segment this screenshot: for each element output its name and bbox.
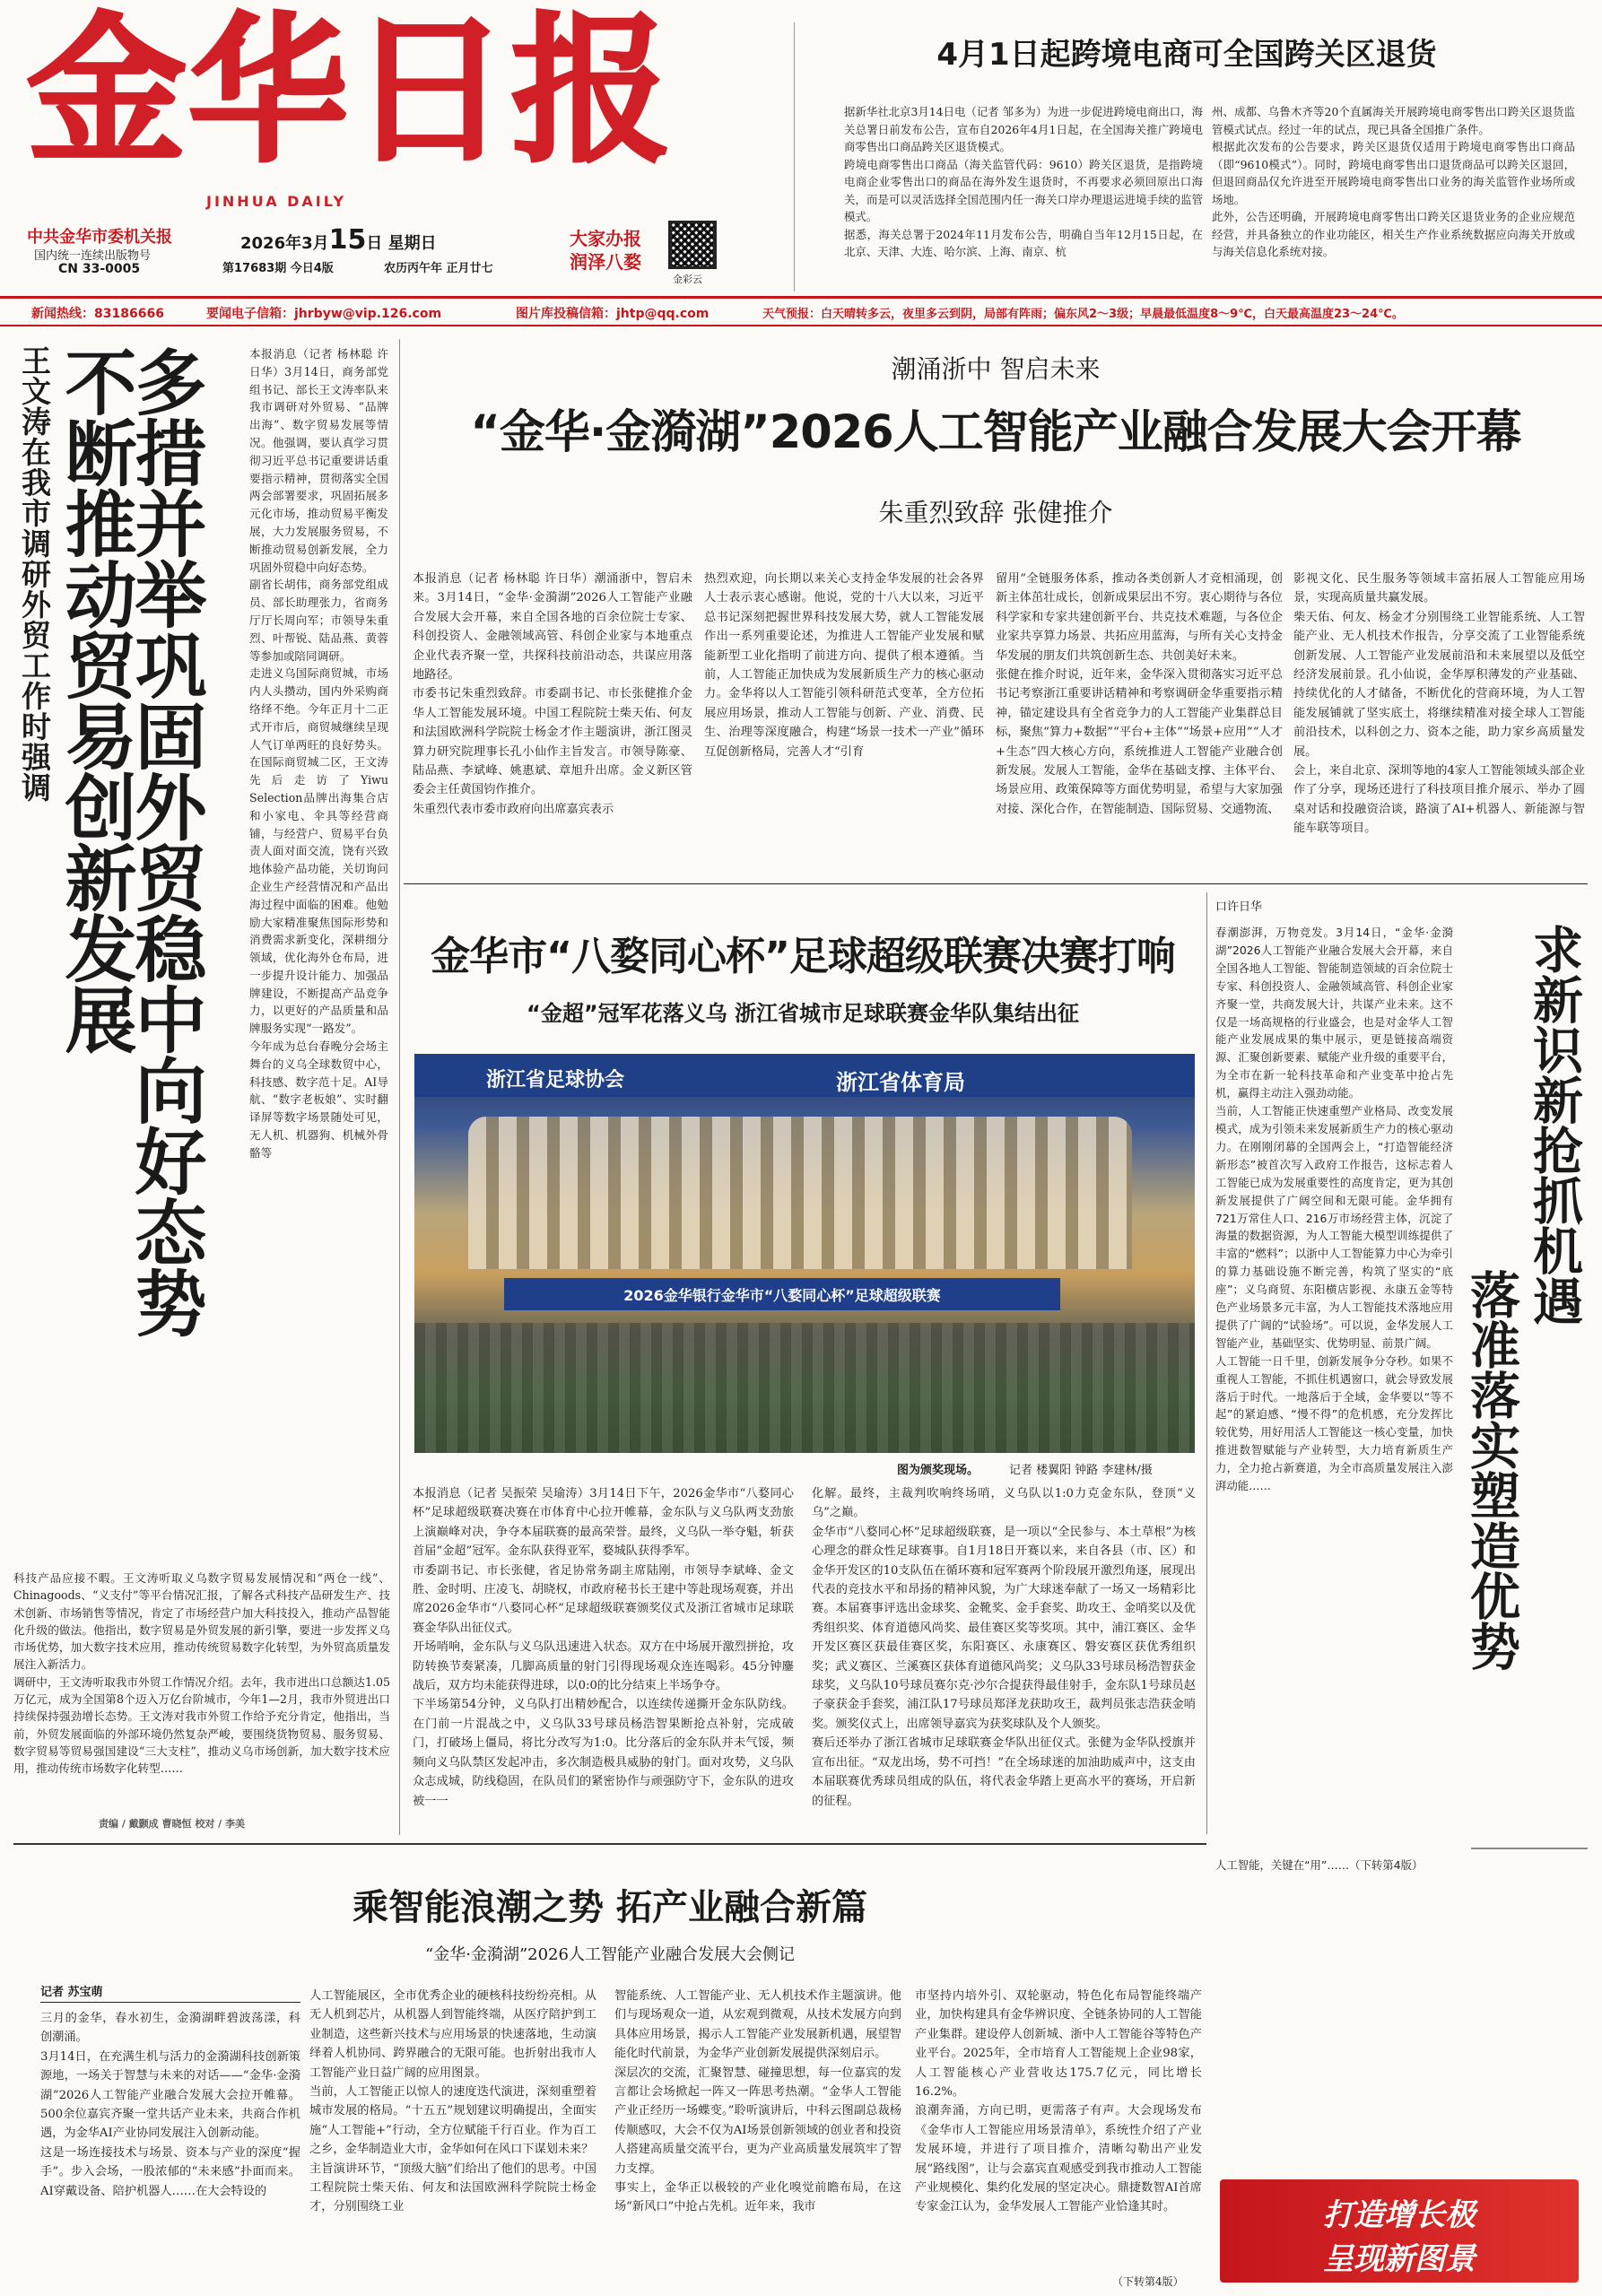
- ai-story-subtitle: 朱重烈致辞 张健推介: [878, 498, 1113, 527]
- app-name: 金彩云: [673, 274, 702, 285]
- masthead-lunar: 农历丙午年 正月廿七: [384, 262, 493, 275]
- news-email[interactable]: 要闻电子信箱：jhrbyw@vip.126.com: [206, 307, 442, 321]
- masthead-cn: CN 33-0005: [58, 262, 141, 276]
- slogan-line2: 润泽八婺: [570, 251, 641, 273]
- football-col2: 化解。最终，主裁判吹响终场哨，义乌队以1:0力克金东队，登顶“义乌”之巅。 金华市“八婺同心杯”足球超级联赛，是一项以“全民参与、本土草根”为核心理念的群众性足球赛事。自1月18日开赛以来，来自各县（市、区）和金华开发区的10支队伍在循环赛和冠军赛两个阶段展开激烈角逐，展现出代表的竞技水平和昂扬的精神风貌，为广大球迷奉献了一场又一场精彩比赛。本届赛事评选出金球奖、金靴奖、金手套奖、助攻王、金哨奖以及优秀组织奖、体育道德风尚奖、最佳赛区奖等奖项。其中，浦江赛区、金华开发区赛区获最佳赛区奖，东阳赛区、永康赛区、磐安赛区获优秀组织奖；武义赛区、兰溪赛区获体育道德风尚奖；义乌队33号球员杨浩智获金球奖，义乌队10号球员赛尔克·沙尔合提获得最佳射手，金东队1号球员赵子豪获金手套奖，浦江队17号球员郑泽龙获助攻王，裁判员张志浩获金哨奖。颁奖仪式上，出席领导嘉宾为获奖球队及个人颁奖。 赛后还举办了浙江省城市足球联赛金华队出征仪式。张健为金华队授旗并宣布出征。“双龙出场，势不可挡！”在全场球迷的加油助威声中，这支由本届联赛优秀球员组成的队伍，将代表金华踏上更高水平的赛场，开启新的征程。: [812, 1487, 1196, 1808]
- masthead-title: 金华日报: [27, 0, 673, 184]
- masthead-date: 2026年3月15日 星期日: [240, 224, 437, 256]
- football-title: 金华市“八婺同心杯”足球超级联赛决赛打响: [431, 934, 1175, 979]
- editor-credit: 责编 / 戴颢成 曹晓恒 校对 / 李美: [99, 1818, 246, 1830]
- ai-story-col3: 留用”全链服务体系，推动各类创新人才竞相涌现，创新主体茁壮成长，创新成果层出不穷。衷心期待与各位科学家和专家共建创新平台、共克技术难题，与各位企业家共享算力场景、共拓应用蓝海，与所有关心支持金华发展的朋友们共筑创新生态、共创美好未来。 张健在推介时说，近年来，金华深入贯彻落实习近平总书记考察浙江重要讲话精神和考察调研金华重要指示精神，锚定建设具有全省竞争力的人工智能产业集群总目标，聚焦“算力+数据”“平台+主体”“场景+应用”“人才+生态”四大核心方向，系统推进人工智能产业融合创新发展。发展人工智能，金华在基础支撑、主体平台、场景应用、政策保障等方面优势明显，希望与大家加强对接、深化合作，在智能制造、国际贸易、交通物流、: [996, 572, 1283, 816]
- feature-col2: 人工智能展区，全市优秀企业的硬核科技纷纷亮相。从无人机到芯片，从机器人到智能终端，从医疗陪护到工业制造，这些新兴技术与应用场景的快速落地，生动演绎着人机协同、跨界融合的无限可能。也折射出我市人工智能产业日益广阔的应用图景。 当前，人工智能正以惊人的速度迭代演进，深刻重塑着城市发展的格局。“十五五”规划建议明确提出，全面实施“人工智能+”行动，全方位赋能千行百业。作为百工之乡，金华制造业大市，金华如何在风口下谋划未来？ 主旨演讲环节，“顶级大脑”们给出了他们的思考。中国工程院院士柴天佑、何友和法国欧洲科学院院士杨金才，分别围绕工业: [309, 1989, 596, 2214]
- feature-col3: 智能系统、人工智能产业、无人机技术作主题演讲。他们与现场观众一道，从宏观到微观，从技术发展方向到具体应用场景，揭示人工智能产业发展新机遇，展望智能化时代前景，为金华产业创新发展提供深刻启示。 深层次的交流，汇聚智慧、碰撞思想，每一位嘉宾的发言都让会场掀起一阵又一阵思考热潮。“金华人工智能产业正经历一场蝶变。”聆听演讲后，中科云图副总裁杨传顺感叹，大会不仅为AI场景创新领域的创业者和投资人搭建高质量交流平台，更为产业高质量发展筑牢了智力支撑。 事实上，金华正以极较的产业化嗅觉前瞻布局，在这场“新风口”中抢占先机。近年来，我市: [614, 1989, 901, 2214]
- top-story-title: 4月1日起跨境电商可全国跨关区退货: [936, 37, 1437, 73]
- ai-story-col2: 热烈欢迎，向长期以来关心支持金华发展的社会各界人士表示衷心感谢。他说，党的十八大以来，习近平总书记深刻把握世界科技发展大势，就人工智能发展作出一系列重要论述，为推进人工智能产业发展和赋能新型工业化指明了前进方向、提供了根本遵循。当前，人工智能正加快成为发展新质生产力的核心驱动力。金华将以人工智能引领科研范式变革，全方位拓展应用场景，推动人工智能与创新、产业、消费、民生、治理等深度融合，构建“场景一技术一产业”循环互促创新格局，完善人才“引育: [704, 572, 984, 759]
- left-story-col2: 科技产品应接不暇。王文涛听取义乌数字贸易发展情况和“两仓一线”、Chinagoods、“义支付”等平台情况汇报，了解各式科技产品研发生产、技术创新、市场销售等情况，肯定了市场经营户加大科技投入，推动产品智能化升级的做法。他指出，数字贸易是外贸发展的新引擎，要进一步发挥义乌市场优势，加大数字技术应用，推动传统贸易数字化转型，为外贸高质量发展注入新活力。 调研中，王文涛听取我市外贸工作情况介绍。去年，我市进出口总额达1.05万亿元，成为全国第8个迈入万亿台阶城市，今年1—2月，我市外贸进出口持续保持强劲增长态势。王文涛对我市外贸工作给予充分肯定，他指出，当前，外贸发展面临的外部环境仍然复杂严峻，要围绕货物贸易、服务贸易、数字贸易等贸易强国建设“三大支柱”，推动义乌市场创新，加大数字技术应用，推动传统市场数字化转型……: [13, 1571, 390, 1776]
- left-story-col1: 本报消息（记者 杨林聪 许日华）3月14日，商务部党组书记、部长王文涛率队来我市调研对外贸易、“品牌出海”、数字贸易发展等情况。他强调，要认真学习贯彻习近平总书记重要讲话重要指示精神，贯彻落实全国两会部署要求，巩固拓展多元化市场，推动贸易平衡发展，大力发展服务贸易，不断推动贸易创新发展，全力巩固外贸稳中向好态势。 副省长胡伟，商务部党组成员、部长助理张力，省商务厅厅长周向军；市领导朱重烈、叶帮锐、陆品燕、黄蓉等参加或陪同调研。 走进义乌国际商贸城，市场内人头攒动，国内外采购商络绎不绝。今年正月十二正式开市后，商贸城继续呈现人气订单两旺的良好势头。在国际商贸城二区，王文涛先后走访了Yiwu Selection品牌出海集合店和小家电、伞具等经营商铺，与经营户、贸易平台负责人面对面交流，饶有兴致地体验产品功能，关切询问企业生产经营情况和产品出海过程中面临的困难。他勉励大家精准聚焦国际形势和消费需求新变化，深耕细分领域，优化海外仓布局，进一步提升设计能力、加强品牌建设，不断提高产品竞争力，以更好的产品质量和品牌服务实现“一路发”。 今年成为总台春晚分会场主舞台的义乌全球数贸中心，科技感、数字范十足。AI导航、“数字老板娘”、实时翻译屏等数字场景随处可见，无人机、机器狗、机械外骨骼等: [249, 347, 388, 1160]
- commentary-title-1: 求新识新抢抓机遇: [1525, 924, 1583, 1326]
- photo-email[interactable]: 图片库投稿信箱：jhtp@qq.com: [516, 307, 710, 321]
- section-divider: [404, 883, 1588, 884]
- top-story-col2: 州、成都、乌鲁木齐等20个直属海关开展跨境电商零售出口跨关区退货监管模式试点。经过一年的试点，现已具备全国推广条件。 根据此次发布的公告要求，跨关区退货仅适用于跨境电商零售出口商品（即“9610模式”）。同时，跨境电商零售出口退货商品可以跨关区退回，但退回商品仅允许进至开展跨境电商零售出口业务的海关监管作业场所或场地。 此外，公告还明确，开展跨境电商零售出口跨关区退货业务的企业应规范经营，并具备独立的作业功能区，相关生产作业系统数据应向海关开放或与海关信息化系统对接。: [1212, 105, 1575, 258]
- photo-caption: 图为颁奖现场。: [897, 1464, 979, 1477]
- promo-line1: 打造增长极: [1323, 2197, 1476, 2233]
- feature-col1: 三月的金华，春水初生，金漪湖畔碧波荡漾，科创潮涌。 3月14日，在充满生机与活力的金漪湖科技创新策源地，一场关于智慧与未来的对话——“金华·金漪湖”2026人工智能产业融合发展大会拉开帷幕。500余位嘉宾齐聚一堂共话产业未来，共商合作机遇，为金华AI产业协同发展注入创新动能。 这是一场连接技术与场景、资本与产业的深度“握手”。步入会场，一股浓郁的“未来感”扑面而来。AI穿戴设备、陪护机器人……在大会特设的: [40, 2012, 300, 2198]
- ai-story-col1: 本报消息（记者 杨林聪 许日华）潮涌浙中，智启未来。3月14日，“金华·金漪湖”2026人工智能产业融合发展大会开幕，来自全国各地的百余位院士专家、科创投资人、金融领域高管、科创企业家与本地重点企业代表齐聚一堂，共探科技前沿动态，共谋应用落地路径。 市委书记朱重烈致辞。市委副书记、市长张健推介金华人工智能发展环境。中国工程院院士柴天佑、何友和法国欧洲科学院院士杨金才作主题演讲，浙江图灵算力研究院理事长孔小仙作主旨发言。市领导陈豪、陆品燕、李斌峰、姚惠斌、章旭升出席。金义新区管委会主任黄国钧作推介。 朱重烈代表市委市政府向出席嘉宾表示: [413, 572, 692, 816]
- qr-code-icon[interactable]: [668, 221, 717, 269]
- feature-subtitle: “金华·金漪湖”2026人工智能产业融合发展大会侧记: [425, 1945, 795, 1964]
- top-story: [794, 22, 1579, 291]
- masthead-pinyin: JINHUA DAILY: [206, 193, 347, 210]
- feature-continue[interactable]: （下转第4版）: [1112, 2275, 1184, 2288]
- news-hotline: 新闻热线：83186666: [31, 307, 164, 321]
- column-rule: [399, 339, 400, 1835]
- feature-title: 乘智能浪潮之势 拓产业融合新篇: [353, 1887, 867, 1928]
- team-players: [468, 1117, 1132, 1269]
- infobar-divider: [0, 325, 1602, 326]
- left-story-headline-2: 不断推动贸易创新发展: [53, 345, 136, 1054]
- column-rule: [1206, 892, 1207, 1834]
- commentary-author: 口许日华: [1215, 900, 1263, 914]
- football-col1: 本报消息（记者 吴振荣 吴瑜涛）3月14日下午，2026金华市“八婺同心杯”足球超级联赛决赛在市体育中心拉开帷幕，金东队与义乌队两支劲旅上演巅峰对决，争夺本届联赛的最高荣誉。最终，义乌队一举夺魁，斩获首届“金超”冠军。金东队获得亚军，婺城队获得季军。 市委副书记、市长张健，省足协常务副主席陆刚，市领导李斌峰、金文胜、金时明、庄凌飞、胡晓权，市政府秘书长王建中等赴现场观赛，并出席2026金华市“八婺同心杯”足球超级联赛颁奖仪式及浙江省城市足球联赛金华队出征仪式。 开场哨响，金东队与义乌队迅速进入状态。双方在中场展开激烈拼抢，攻防转换节奏紧凑，几脚高质量的射门引得现场观众连连喝彩。45分钟鏖战后，双方均未能获得进球，以0:0的比分结束上半场争夺。 下半场第54分钟，义乌队打出精妙配合，以连续传递撕开金东队防线。在门前一片混战之中，义乌队33号球员杨浩智果断抢点补射，完成破门，打破场上僵局，将比分改写为1:0。比分落后的金东队并未气馁，频频向义乌队禁区发起冲击，多次制造极具威胁的射门。面对攻势，义乌队众志成城，防线稳固，在队员们的紧密协作与顽强防守下，金东队的进攻被一一: [413, 1487, 794, 1808]
- slogan-line1: 大家办报: [570, 228, 641, 249]
- banner-sports-bureau: 浙江省体育局: [836, 1070, 965, 1095]
- weather-forecast: 天气预报：白天晴转多云，夜里多云到阴，局部有阵雨；偏东风2～3级；早晨最低温度8～9℃，白天最高温度23～24℃。: [762, 308, 1404, 321]
- banner-league: 2026金华银行金华市“八婺同心杯”足球超级联赛: [623, 1287, 941, 1304]
- football-subtitle: “金超”冠军花落义乌 浙江省城市足球联赛金华队集结出征: [527, 1001, 1079, 1026]
- masthead-issue: 第17683期 今日4版: [222, 262, 334, 275]
- ai-story-title: “金华·金漪湖”2026人工智能产业融合发展大会开幕: [470, 406, 1521, 459]
- promo-banner[interactable]: [1220, 2179, 1579, 2283]
- masthead-issn: 国内统一连续出版物号: [34, 249, 152, 263]
- commentary-body: 春潮澎湃，万物竞发。3月14日，“金华·金漪湖”2026人工智能产业融合发展大会开幕，来自全国各地人工智能、智能制造领域的百余位院士专家、科创投资人、金融领域高管、科创企业家齐聚一堂，共商发展大计，共谋产业未来。这不仅是一场高规格的行业盛会，也是对金华人工智能产业发展成果的集中展示，更是链接高端资源、汇聚创新要素、赋能产业升级的重要平台，为全市在新一轮科技革命和产业变革中抢占先机，赢得主动注入强劲动能。 当前，人工智能正快速重塑产业格局、改变发展模式，成为引领未来发展新质生产力的核心驱动力。在刚刚闭幕的全国两会上，“打造智能经济新形态”被首次写入政府工作报告，这标志着人工智能已成为发展重要性的高度肯定，更为其创新发展提供了广阔空间和无限可能。金华拥有721万常住人口、216万市场经营主体，沉淀了海量的数据资源，为人工智能大模型训练提供了丰富的“燃料”；以浙中人工智能算力中心为牵引的算力基础设施不断完善，构筑了坚实的“底座”；义乌商贸、东阳横店影视、永康五金等特色产业场景多元丰富，为人工智能技术落地应用提供了广阔的“试验场”。可以说，金华发展人工智能产业，基础坚实、优势明显、前景广阔。 人工智能一日千里，创新发展争分夺秒。如果不重视人工智能，不抓住机遇窗口，就会导致发展落后于时代。一地落后于全域，金华要以“等不起”的紧迫感、“慢不得”的危机感，充分发挥比较优势，用好用活人工智能这一核心变量，加快推进数智赋能与产业转型，大力培育新质生产力，全力抢占新赛道，为全市高质量发展注入澎湃动能……: [1215, 926, 1453, 1493]
- banner-football-association: 浙江省足球协会: [486, 1069, 625, 1091]
- left-story-headline-1: 多措并举巩固外贸稳中向好态势: [123, 345, 206, 1337]
- award-ceremony-photo: [414, 1054, 1195, 1453]
- masthead-org: 中共金华市委机关报: [27, 228, 172, 247]
- commentary-continuation: 人工智能，关键在“用”……（下转第4版）: [1215, 1858, 1424, 1872]
- info-bar: [0, 303, 1602, 323]
- ai-story-col4: 影视文化、民生服务等领域丰富拓展人工智能应用场景，实现高质量共赢发展。 柴天佑、何友、杨金才分别围绕工业智能系统、人工智能产业、无人机技术作报告，分享交流了工业智能系统创新发展、人工智能产业发展前沿和未来展望以及低空经济发展前景。孔小仙说，金华厚积薄发的产业基础、持续优化的人才储备，不断优化的营商环境，为人工智能发展铺就了坚实底土，将继续精准对接全球人工智能前沿技术，以科创之力、资本之能，助力家乡高质量发展。 会上，来自北京、深圳等地的4家人工智能领域头部企业作了分享，现场还进行了科技项目推介展示、举办了圆桌对话和投融资洽谈，路演了AI+机器人、新能源与智能车联等项目。: [1293, 572, 1585, 836]
- left-story-vertical-title: 王文涛在我市调研外贸工作时强调: [17, 345, 52, 803]
- feature-col4: 市坚持内培外引、双轮驱动，特色化布局智能终端产业，加快构建具有金华辨识度、全链条协同的人工智能产业集群。建设停人创新城、浙中人工智能谷等特色产业平台。2025年，全市培育人工智能规上企业98家，人工智能核心产业营收达175.7亿元，同比增长16.2%。 浪潮奔涌，方向已明，更需落子有声。大会现场发布《金华市人工智能应用场景清单》，系统性介绍了产业发展环境，并进行了项目推介，清晰勾勒出产业发展“路线图”，让与会嘉宾直观感受到我市推动人工智能产业规模化、集约化发展的坚定决心。鼎捷数智AI首席专家金江认为，金华发展人工智能产业恰逢其时。: [915, 1989, 1202, 2214]
- photo-credit: 记者 楼翼阳 钟路 李建林/摄: [1009, 1464, 1153, 1477]
- top-story-col1: 据新华社北京3月14日电（记者 邹多为）为进一步促进跨境电商出口，海关总署日前发布公告，宣布自2026年4月1日起，在全国海关推广跨境电商零售出口商品跨关区退货模式。 跨境电商零售出口商品（海关监管代码：9610）跨关区退货，是指跨境电商企业零售出口的商品在海外发生退货时，不再要求必须回原出口海关，而是可以灵活选择全国范围内任一海关口岸办理退运进境手续的监管模式。 据悉，海关总署于2024年11月发布公告，明确自当年12月15日起，在北京、天津、大连、哈尔滨、上海、南京、杭: [844, 105, 1203, 258]
- feature-divider: [13, 1843, 1206, 1845]
- promo-line2: 呈现新图景: [1323, 2241, 1476, 2277]
- feature-reporter: 记者 苏宝萌: [40, 1986, 103, 1999]
- masthead-divider: [0, 296, 1602, 299]
- ai-story-kicker: 潮涌浙中 智启未来: [891, 354, 1101, 384]
- commentary-title-2: 落准落实塑造优势: [1462, 1269, 1520, 1671]
